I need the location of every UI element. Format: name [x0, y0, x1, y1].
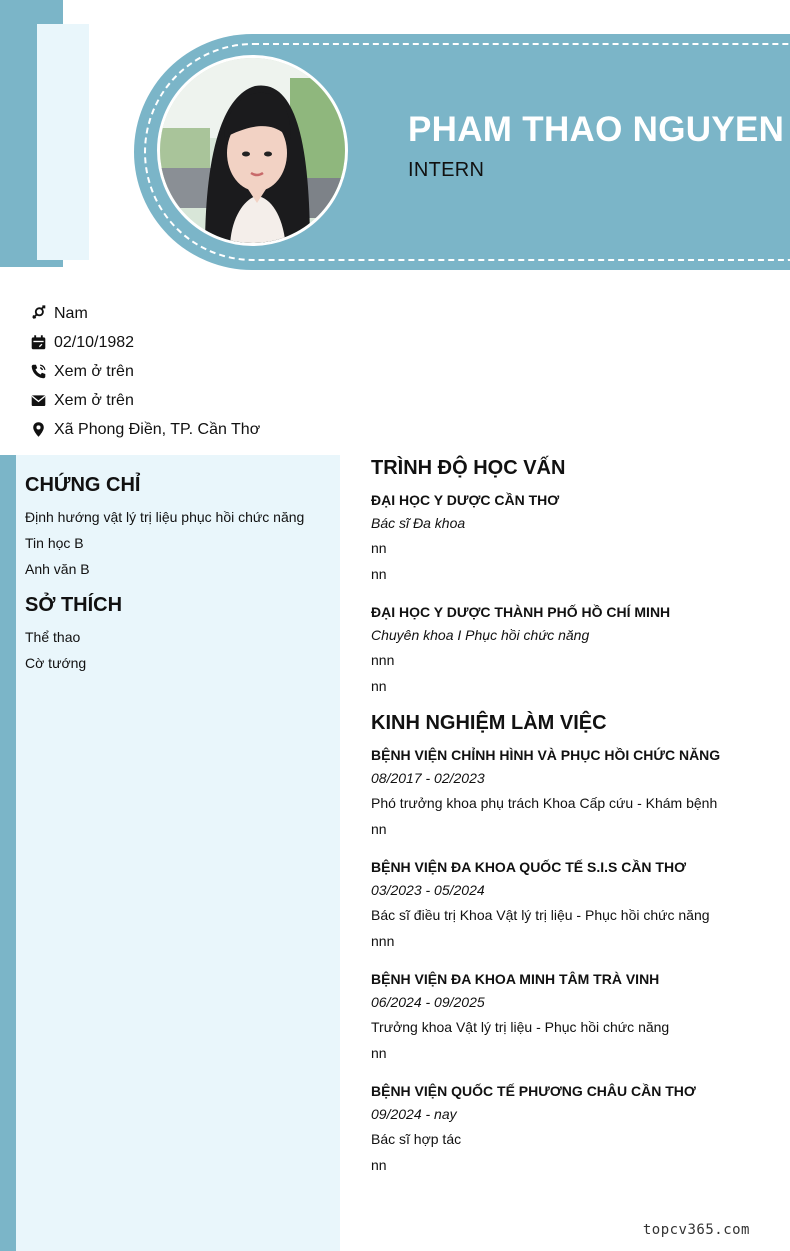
profile-photo-illustration — [160, 58, 348, 246]
watermark: topcv365.com — [642, 1222, 750, 1238]
experience-detail: nn — [371, 1045, 387, 1061]
certificates-section — [25, 474, 335, 582]
experience-company: BỆNH VIỆN QUỐC TẾ PHƯƠNG CHÂU CẦN THƠ — [371, 1083, 696, 1099]
experience-period: 03/2023 - 05/2024 — [371, 882, 485, 898]
education-detail: nnn — [371, 652, 395, 668]
experience-entry — [371, 1079, 771, 1178]
certificate-item: Tin học B — [25, 535, 84, 551]
experience-company: BỆNH VIỆN ĐA KHOA MINH TÂM TRÀ VINH — [371, 971, 660, 987]
experience-period: 08/2017 - 02/2023 — [371, 770, 485, 786]
education-school: ĐẠI HỌC Y DƯỢC CẦN THƠ — [371, 492, 560, 508]
experience-entry — [371, 743, 771, 842]
decorative-left-card — [37, 24, 89, 260]
hobbies-section — [25, 594, 335, 676]
info-address-text: Xã Phong Điền, TP. Cần Thơ — [54, 420, 261, 438]
education-entry — [371, 600, 771, 699]
info-birthday-text: 02/10/1982 — [54, 333, 135, 351]
info-email — [29, 386, 260, 415]
experience-detail: nn — [371, 821, 387, 837]
education-school: ĐẠI HỌC Y DƯỢC THÀNH PHỐ HỒ CHÍ MINH — [371, 604, 671, 620]
education-detail: nn — [371, 540, 387, 556]
education-degree: Chuyên khoa I Phục hồi chức năng — [371, 627, 590, 643]
certificates-heading: CHỨNG CHỈ — [25, 474, 141, 496]
education-entry — [371, 488, 771, 587]
education-detail: nn — [371, 678, 387, 694]
experience-position: Phó trưởng khoa phụ trách Khoa Cấp cứu - Khám bệnh — [371, 795, 718, 811]
experience-entry — [371, 967, 771, 1066]
candidate-name: PHAM THAO NGUYEN — [408, 110, 785, 149]
phone-icon — [29, 363, 47, 381]
info-gender — [29, 299, 260, 328]
profile-photo — [157, 55, 348, 246]
hobbies-heading: SỞ THÍCH — [25, 594, 123, 616]
education-heading: TRÌNH ĐỘ HỌC VẤN — [371, 457, 566, 479]
sidebar — [25, 474, 335, 676]
hobby-item: Thể thao — [25, 629, 81, 645]
education-degree: Bác sĩ Đa khoa — [371, 515, 466, 531]
sidebar-accent-strip — [0, 455, 16, 1251]
calendar-icon — [29, 334, 47, 352]
experience-period: 06/2024 - 09/2025 — [371, 994, 485, 1010]
location-icon — [29, 421, 47, 439]
info-phone — [29, 357, 260, 386]
experience-position: Bác sĩ điều trị Khoa Vật lý trị liệu - Phục hồi chức năng — [371, 907, 710, 923]
mail-icon — [29, 392, 47, 410]
info-address — [29, 415, 260, 444]
personal-info — [29, 299, 260, 444]
education-detail: nn — [371, 566, 387, 582]
experience-position: Trưởng khoa Vật lý trị liệu - Phục hồi chức năng — [371, 1019, 670, 1035]
hobby-item: Cờ tướng — [25, 655, 87, 671]
experience-detail: nn — [371, 1157, 387, 1173]
experience-heading: KINH NGHIỆM LÀM VIỆC — [371, 712, 607, 734]
info-email-text: Xem ở trên — [54, 391, 134, 409]
experience-period: 09/2024 - nay — [371, 1106, 457, 1122]
gender-icon — [29, 305, 47, 323]
experience-entry — [371, 855, 771, 954]
certificate-item: Định hướng vật lý trị liệu phục hồi chức năng — [25, 509, 305, 525]
info-birthday — [29, 328, 260, 357]
info-gender-text: Nam — [54, 304, 88, 322]
experience-company: BỆNH VIỆN CHỈNH HÌNH VÀ PHỤC HỒI CHỨC NĂNG — [371, 747, 721, 763]
certificate-item: Anh văn B — [25, 561, 90, 577]
info-phone-text: Xem ở trên — [54, 362, 134, 380]
experience-company: BỆNH VIỆN ĐA KHOA QUỐC TẾ S.I.S CẦN THƠ — [371, 859, 687, 875]
experience-position: Bác sĩ hợp tác — [371, 1131, 462, 1147]
candidate-role: INTERN — [408, 159, 485, 181]
main-content — [371, 455, 771, 1191]
experience-detail: nnn — [371, 933, 395, 949]
